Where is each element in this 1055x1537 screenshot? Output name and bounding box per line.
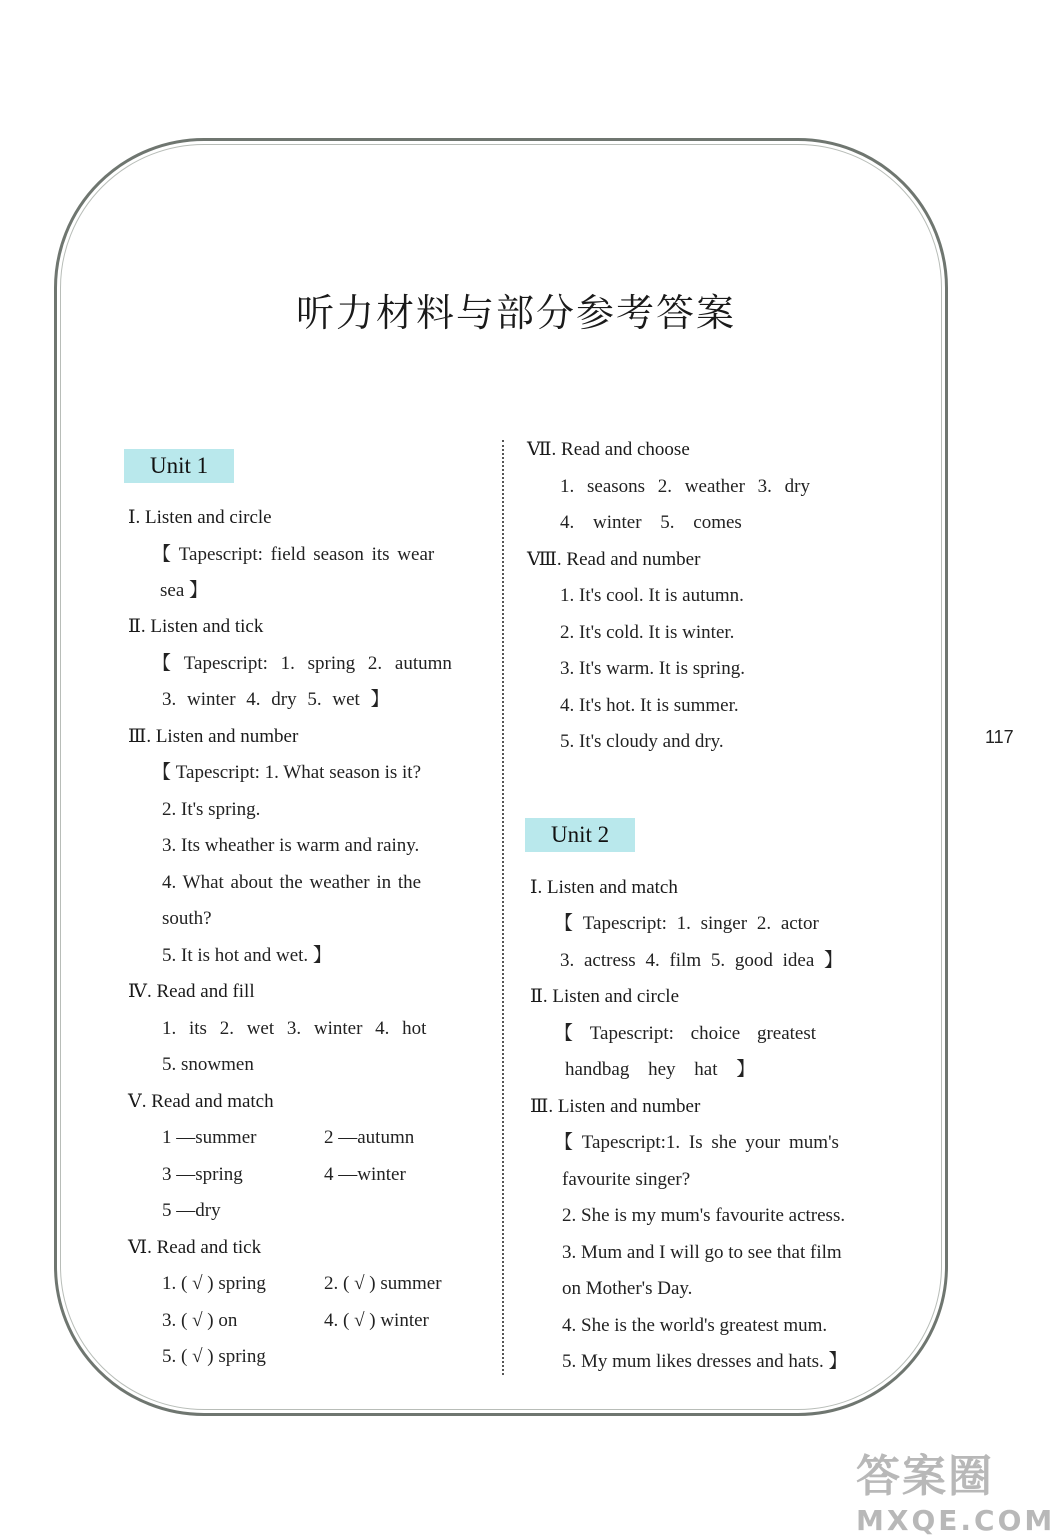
u2-line: 2. She is my mum's favourite actress.: [562, 1205, 846, 1226]
u2-line: handbag hey hat 】: [565, 1059, 756, 1080]
u1-heading-5: Ⅴ. Read and match: [128, 1091, 274, 1112]
u1-line: 【 Tapescript: field season its wear: [152, 544, 435, 565]
u1-tick-item: 3. ( √ ) on: [162, 1310, 238, 1331]
u1-heading-2: Ⅱ. Listen and tick: [128, 616, 264, 637]
u1-line: 【 Tapescript: 1. spring 2. autumn: [152, 653, 452, 674]
u1-line: 【 Tapescript: 1. What season is it?: [152, 762, 422, 783]
unit1-label: Unit 1: [124, 449, 234, 483]
u1-match-item: 3 —spring: [162, 1164, 243, 1185]
r-heading-8: Ⅷ. Read and number: [527, 549, 701, 570]
u2-line: 3. Mum and I will go to see that film: [562, 1242, 842, 1263]
u1-line: south?: [162, 908, 212, 929]
u1-line: 3. winter 4. dry 5. wet 】: [162, 689, 390, 710]
u1-match-item: 4 —winter: [324, 1164, 406, 1185]
r-heading-7: Ⅶ. Read and choose: [527, 439, 690, 460]
u2-line: 5. My mum likes dresses and hats. 】: [562, 1351, 848, 1372]
u1-tick-item: 5. ( √ ) spring: [162, 1346, 266, 1367]
r-line: 1. seasons 2. weather 3. dry: [560, 476, 811, 497]
watermark-bottom: MXQE.COM: [856, 1504, 1055, 1537]
r-line: 4. winter 5. comes: [560, 512, 742, 533]
r-line: 1. It's cool. It is autumn.: [560, 585, 744, 606]
u2-heading-2: Ⅱ. Listen and circle: [530, 986, 680, 1007]
u1-match-item: 1 —summer: [162, 1127, 257, 1148]
u1-line: sea 】: [160, 580, 209, 601]
u2-line: 【 Tapescript: choice greatest: [554, 1023, 817, 1044]
u2-line: 4. She is the world's greatest mum.: [562, 1315, 828, 1336]
u1-heading-4: Ⅳ. Read and fill: [128, 981, 255, 1002]
u1-tick-item: 2. ( √ ) summer: [324, 1273, 442, 1294]
u2-heading-1: Ⅰ. Listen and match: [530, 877, 678, 898]
page-title: 听力材料与部分参考答案: [295, 291, 736, 335]
r-line: 3. It's warm. It is spring.: [560, 658, 745, 679]
column-divider: [502, 440, 504, 1375]
u1-line: 2. It's spring.: [162, 799, 261, 820]
u1-tick-item: 1. ( √ ) spring: [162, 1273, 266, 1294]
u2-heading-3: Ⅲ. Listen and number: [530, 1096, 701, 1117]
r-line: 5. It's cloudy and dry.: [560, 731, 724, 752]
u1-line: 4. What about the weather in the: [162, 872, 422, 893]
u1-line: 5. snowmen: [162, 1054, 254, 1075]
u1-match-item: 5 —dry: [162, 1200, 221, 1221]
u2-line: 3. actress 4. film 5. good idea 】: [560, 950, 844, 971]
u2-line: 【 Tapescript: 1. singer 2. actor: [554, 913, 819, 934]
u1-line: 1. its 2. wet 3. winter 4. hot: [162, 1018, 427, 1039]
r-line: 4. It's hot. It is summer.: [560, 695, 739, 716]
u1-tick-item: 4. ( √ ) winter: [324, 1310, 429, 1331]
watermark-top: 答案圈: [856, 1451, 994, 1502]
u1-heading-1: Ⅰ. Listen and circle: [128, 507, 272, 528]
u2-line: favourite singer?: [562, 1169, 691, 1190]
u1-line: 5. It is hot and wet. 】: [162, 945, 332, 966]
u2-line: 【 Tapescript:1. Is she your mum's: [554, 1132, 839, 1153]
u1-line: 3. Its wheather is warm and rainy.: [162, 835, 420, 856]
unit2-label: Unit 2: [525, 818, 635, 852]
u1-heading-3: Ⅲ. Listen and number: [128, 726, 299, 747]
u2-line: on Mother's Day.: [562, 1278, 693, 1299]
page-number: 117: [985, 727, 1014, 747]
watermark-logo: [856, 1440, 1055, 1537]
r-line: 2. It's cold. It is winter.: [560, 622, 735, 643]
u1-match-item: 2 —autumn: [324, 1127, 415, 1148]
u1-heading-6: Ⅵ. Read and tick: [128, 1237, 262, 1258]
